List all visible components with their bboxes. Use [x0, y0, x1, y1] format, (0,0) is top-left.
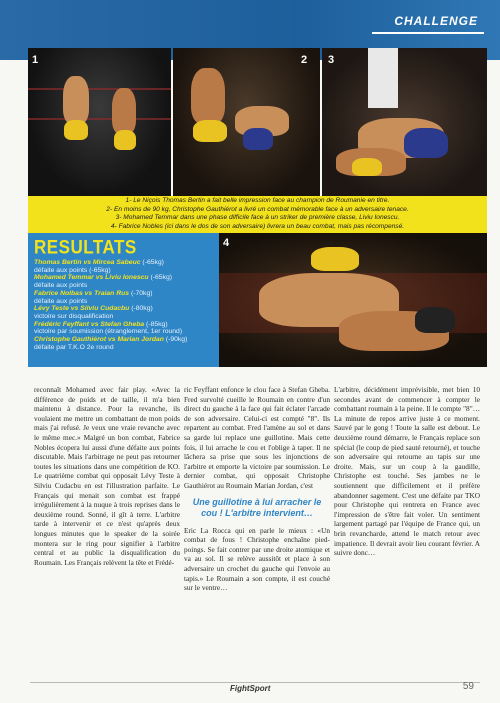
article-column-1: [34, 385, 180, 567]
article-text: Eric La Rocca qui en parle le mieux : «Un combat de fous ! Christophe enchaîne pied-poings. Se fait contrer par une droite atomique et va au sol. Il se relève aussitôt et place à son adversaire un crochet du gauche qui l'envoie au tapis.» Le Roumain a son compte, il est couché sur le ventre…: [184, 525, 330, 593]
result-outcome: défaite aux points: [34, 282, 88, 290]
result-fight: Thomas Bertin vs Mircea Sabeuc: [34, 259, 141, 266]
results-title: RESULTATS: [34, 236, 137, 258]
fighter-shorts: [243, 128, 273, 150]
caption-2: 2- En moins de 90 kg, Christophe Gauthiérot a livré un combat mémorable face à un adversaire tenace.: [106, 205, 409, 213]
fighter-shorts: [64, 120, 88, 140]
result-weight: (-90kg): [163, 336, 188, 344]
fighter-figure: [112, 88, 136, 134]
fighter-figure: [191, 68, 225, 124]
photo-number: 3: [328, 54, 335, 66]
caption-3: 3- Mohamed Temmar dans une phase difficile face à un striker de première classe, Liviu Ionescu.: [115, 214, 400, 222]
photo-number: 4: [223, 237, 230, 249]
fighter-shorts: [114, 130, 136, 150]
result-fight: Lévy Teste vs Silviu Cudacbu: [34, 305, 130, 313]
photo-3: [322, 48, 487, 196]
result-item: [34, 274, 216, 289]
footer-rule: [30, 682, 480, 683]
photo-4: [219, 233, 487, 367]
magazine-brand: FightSport: [230, 684, 271, 693]
caption-4: 4- Fabrice Nobles (ici dans le dos de son adversaire) livrera un beau combat, mais pas récompensé.: [110, 222, 405, 230]
result-outcome: défaite aux points: [34, 297, 88, 305]
photo-2: [173, 48, 320, 196]
fighter-shorts: [193, 120, 227, 142]
result-item: [34, 259, 216, 274]
result-weight: (-65kg): [148, 274, 172, 282]
result-fight: Christophe Gauthiérot vs Marian Jordan: [34, 336, 164, 344]
result-fight: Frédéric Feyffant vs Stefan Gheba: [34, 320, 145, 328]
result-weight: (-85kg): [144, 320, 168, 328]
result-item: [34, 336, 216, 351]
caption-1: 1- Le Niçois Thomas Bertin a fait belle impression face au champion de Roumanie en titre.: [125, 197, 390, 204]
photo-number: 2: [301, 54, 308, 66]
fighter-shorts: [311, 247, 359, 271]
referee-figure: [368, 48, 398, 108]
result-weight: (-80kg): [129, 305, 153, 313]
fighter-shorts: [415, 307, 455, 333]
photo-captions: [28, 196, 487, 233]
result-fight: Fabrice Nolbas vs Traian Rus: [34, 289, 130, 297]
result-weight: (-65kg): [140, 259, 164, 266]
result-outcome: défaite aux points (-65kg): [34, 266, 111, 274]
result-outcome: défaite par T.K.O 2e round: [34, 343, 114, 351]
section-label: CHALLENGE: [394, 14, 478, 28]
pull-quote: Une guillotine à lui arracher le cou ! L'arbitre intervient…: [192, 496, 322, 519]
photo-number: 1: [32, 54, 39, 66]
result-item: [34, 321, 216, 336]
result-fight: Mohamed Temmar vs Liviu Ionescu: [34, 274, 149, 282]
result-weight: (-70kg): [129, 289, 153, 297]
header-rule: [372, 32, 484, 34]
results-list: [34, 259, 216, 351]
result-item: [34, 305, 216, 320]
result-outcome: victoire sur disqualification: [34, 312, 114, 320]
result-item: [34, 290, 216, 305]
article-text: reconnaît Mohamed avec fair play. «Avec la différence de poids et de taille, il m'a bien maintenu à distance. Pour la revanche, ils voulaient me mettre un combattant de mon poids mais j'ai refusé. Je veux une vraie revanche avec le même mec.» Malgré un bon combat, Fabrice Nobles écopera lui aussi d'une défaite aux points discutable. Mais l'arbitrage ne peut pas retourner toutes les situations dans une compétition de KO. Le quatrième combat qui opposait Lévy Teste à Silviu Cudacbu en est l'illustration parfaite. Le Français qui menait son combat est frappé irrégulièrement à la nuque à trois reprises dans le deuxième round. Sonné, il gît à terre. L'arbitre tarde à intervenir et ce n'est qu'après deux longues minutes que le speaker de la soirée montera sur le ring pour signifier à l'arbitre central et au public la disqualification du Roumain. Les Français relèvent la tête et Frédé-: [34, 385, 180, 567]
article-text: ric Feyffant enfonce le clou face à Stefan Gheba. Fred survolté cueille le Roumain en contre d'un direct du gauche à la face qui fait éclater l'arcade de son adversaire. Celui-ci est compté "8". Ils repartent au combat. Fred l'amène au sol et dans sa garde lui replace une guillotine. Mais cette fois, il lui arrache le cou et l'oblige à taper. Il ne lâchera sa prise que sous les injonctions de l'arbitre et emporte la victoire par soumission. Le dernier combat, qui opposait Christophe Gauthiérot au Roumain Marian Jordan, c'est: [184, 385, 330, 490]
article-column-3: [334, 385, 480, 558]
result-outcome: victoire par soumission (étranglement, 1er round): [34, 328, 183, 336]
article-column-2: [184, 385, 330, 593]
results-box: [28, 233, 219, 367]
fighter-shorts: [404, 128, 448, 158]
article-text: L'arbitre, décidément imprévisible, met bien 10 secondes avant de commencer à compter le combattant roumain à la peine. Il le compte "8"… La minute de repos arrive juste à ce moment. Sauvé par le gong ! Toute la salle est debout. Le deuxième round démarre, le Français replace son spécial (le coup de pied sauté retourné), et touche son adversaire qui retourne au tapis sur une droite. Mais, sur un coup à la gaudille, Christophe est touché. Ses jambes ne le soutiennent que difficilement et il préfère abandonner sagement. C'est une défaite par TKO pour Christophe qui rentrera en France avec l'impression de s'être fait voler. Un sentiment largement partagé par l'équipe de France qui, un brin revancharde, attend le match retour avec impatience. Il devrait avoir lieu courant février. A suivre donc…: [334, 385, 480, 558]
page-number: 59: [462, 681, 474, 692]
fighter-shorts: [352, 158, 382, 176]
photo-1: [28, 48, 171, 196]
fighter-figure: [63, 76, 89, 124]
